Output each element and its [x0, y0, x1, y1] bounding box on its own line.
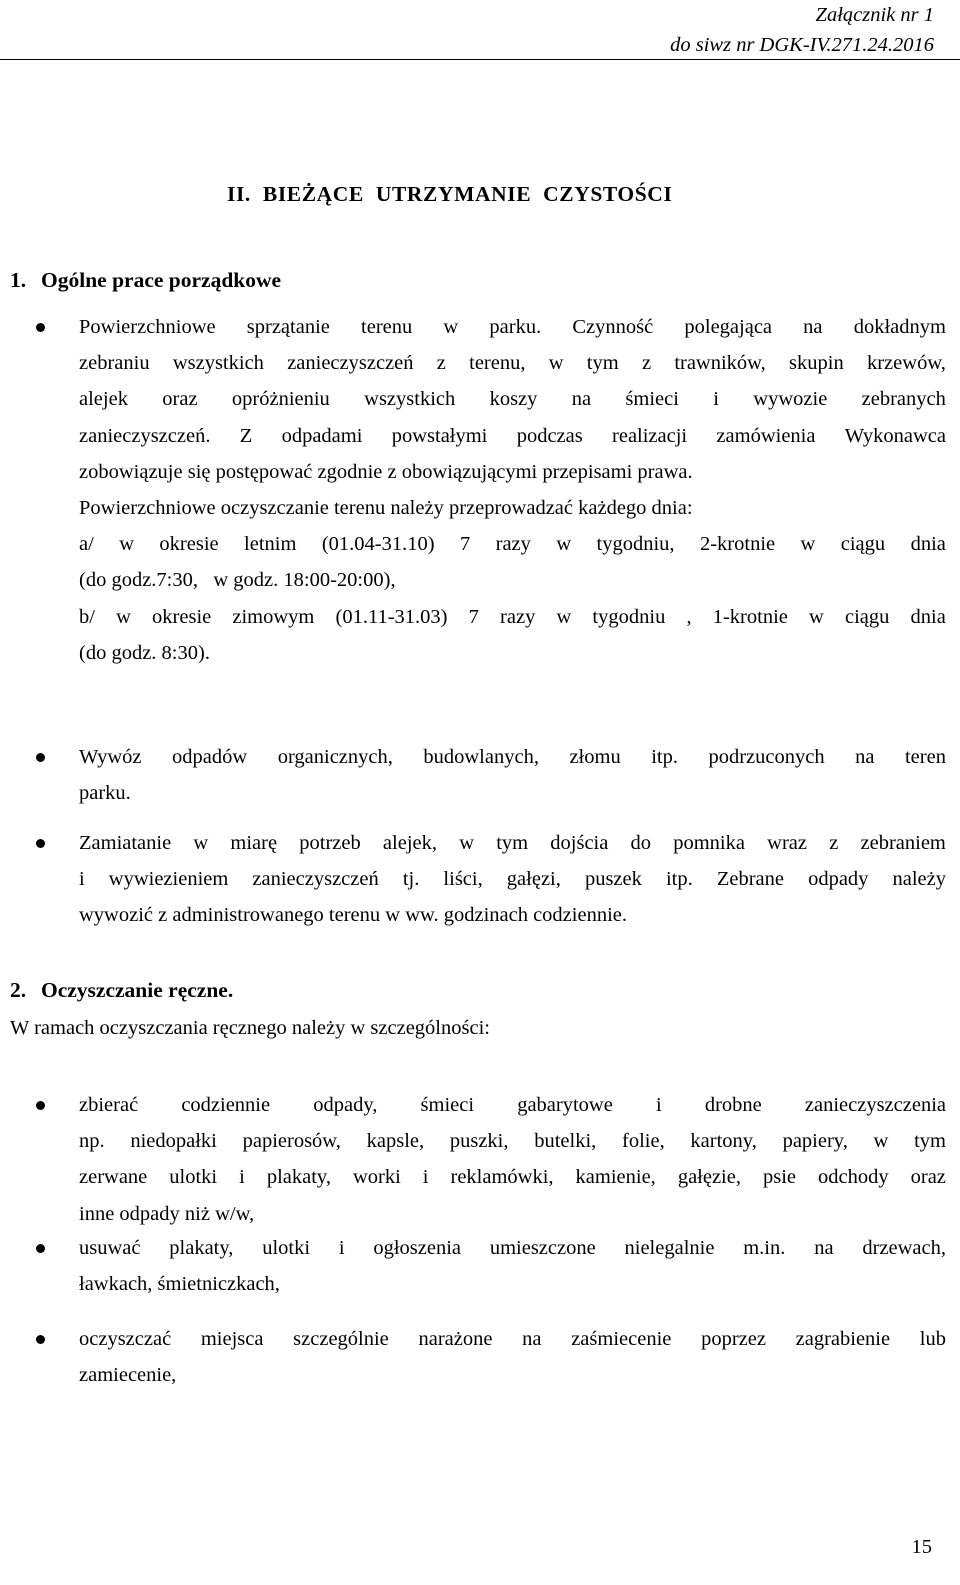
- word: tym: [496, 832, 529, 854]
- word: zanieczyszczeń: [287, 352, 414, 375]
- word: puszki,: [449, 1130, 509, 1153]
- text-line: [79, 1230, 946, 1266]
- section-1-heading: [10, 262, 281, 298]
- word: odpadami: [281, 424, 363, 447]
- word: na: [571, 388, 592, 411]
- word: szczególnie: [293, 1328, 389, 1350]
- word: worki: [352, 1166, 401, 1189]
- word: ulotki: [169, 1166, 218, 1189]
- word: umieszczone: [489, 1237, 596, 1259]
- text-line: inne odpady niż w/w,: [79, 1202, 255, 1225]
- text-line: [79, 345, 946, 381]
- word: m.in.: [743, 1237, 786, 1259]
- word: narażone: [418, 1328, 493, 1350]
- word: w: [193, 832, 209, 854]
- word: Wykonawca: [844, 424, 946, 447]
- word: b/: [79, 605, 95, 628]
- section-2-intro: W ramach oczyszczania ręcznego należy w szczególności:: [10, 1017, 490, 1039]
- list-item-surface-cleaning: [79, 309, 946, 671]
- word: i: [79, 868, 85, 891]
- word: koszy: [489, 388, 538, 411]
- word: papiery,: [782, 1130, 848, 1153]
- word: odpady,: [313, 1094, 378, 1116]
- section-2-heading: [10, 972, 233, 1008]
- word: ,: [686, 605, 692, 628]
- word: miarę: [230, 832, 278, 854]
- word: Czynność: [572, 316, 654, 338]
- word: Powierzchniowe: [79, 316, 216, 338]
- word: (01.11-31.03): [335, 605, 448, 628]
- word: organicznych,: [277, 746, 393, 768]
- word: w: [556, 605, 572, 628]
- tender-reference: do siwz nr DGK-IV.271.24.2016: [670, 34, 934, 56]
- word: kapsle,: [366, 1130, 425, 1153]
- text-line: [79, 381, 946, 417]
- list-item-collect-waste: [79, 1087, 946, 1232]
- text-line: [79, 526, 946, 562]
- word: w: [548, 352, 564, 375]
- word: okresie: [159, 533, 219, 556]
- word: odchody: [818, 1166, 889, 1189]
- attachment-label: Załącznik nr 1: [815, 4, 934, 26]
- word: lub: [919, 1328, 946, 1350]
- section-title: II. BIEŻĄCE UTRZYMANIE CZYSTOŚCI: [227, 182, 673, 206]
- text-line: [79, 599, 946, 635]
- bullet-icon: [36, 323, 45, 332]
- word: zanieczyszczenia: [804, 1094, 946, 1116]
- text-line: ławkach, śmietniczkach,: [79, 1273, 280, 1296]
- word: niedopałki: [130, 1130, 217, 1153]
- word: ciągu: [844, 605, 890, 628]
- word: w: [443, 316, 459, 338]
- word: realizacji: [612, 424, 688, 447]
- word: zebraniem: [860, 832, 946, 854]
- word: zagrabienie: [795, 1328, 891, 1350]
- text-line: [79, 1159, 946, 1195]
- word: zanieczyszczeń.: [79, 424, 211, 447]
- word: należy: [892, 868, 946, 891]
- word: puszek: [584, 868, 642, 891]
- word: i: [338, 1237, 345, 1259]
- word: w: [116, 605, 131, 628]
- word: oczyszczać: [79, 1328, 172, 1350]
- word: podrzuconych: [708, 746, 825, 768]
- word: drzewach,: [862, 1237, 946, 1259]
- word: dnia: [910, 605, 946, 628]
- section-1-number: 1.: [10, 268, 27, 292]
- word: parku.: [489, 316, 542, 338]
- word: poprzez: [701, 1328, 766, 1350]
- page-number: 15: [911, 1536, 932, 1558]
- word: itp.: [665, 868, 693, 891]
- text-line: [79, 1123, 946, 1159]
- word: plakaty,: [169, 1237, 234, 1259]
- word: trawników,: [674, 352, 766, 375]
- word: zebraniu: [79, 352, 150, 375]
- word: w: [556, 533, 572, 556]
- word: zanieczyszczeń: [252, 868, 379, 891]
- word: polegająca: [684, 316, 773, 338]
- word: zimowym: [232, 605, 315, 628]
- text-line: (do godz.7:30, w godz. 18:00-20:00),: [79, 569, 396, 592]
- word: zebranych: [861, 388, 946, 411]
- word: gałęzi,: [506, 868, 561, 891]
- section-2-title: Oczyszczanie ręczne.: [41, 978, 234, 1002]
- word: na: [803, 316, 823, 338]
- word: tygodniu,: [596, 533, 675, 556]
- word: dnia: [910, 533, 946, 556]
- word: folie,: [622, 1130, 665, 1153]
- text-line: zobowiązuje się postępować zgodnie z obowiązującymi przepisami prawa.: [79, 460, 693, 483]
- word: i: [655, 1094, 662, 1116]
- word: w: [800, 533, 816, 556]
- word: drobne: [704, 1094, 762, 1116]
- attachment-reference: [670, 0, 934, 60]
- section-2-number: 2.: [10, 978, 27, 1002]
- word: opróżnieniu: [231, 388, 330, 411]
- word: ulotki: [262, 1237, 311, 1259]
- header-divider: [0, 59, 960, 60]
- word: codziennie: [181, 1094, 271, 1116]
- word: powstałymi: [391, 424, 488, 447]
- word: a/: [79, 533, 94, 556]
- text-line: wywozić z administrowanego terenu w ww. godzinach codziennie.: [79, 904, 627, 927]
- word: dojścia: [550, 832, 609, 854]
- text-line: parku.: [79, 782, 131, 805]
- word: w: [809, 605, 824, 628]
- text-line: Powierzchniowe oczyszczanie terenu należy przeprowadzać każdego dnia:: [79, 496, 693, 519]
- word: usuwać: [79, 1237, 141, 1259]
- word: okresie: [152, 605, 212, 628]
- word: zamówienia: [716, 424, 816, 447]
- word: skupin: [789, 352, 844, 375]
- word: potrzeb: [299, 832, 361, 854]
- word: terenu,: [469, 352, 526, 375]
- word: śmieci: [625, 388, 679, 411]
- word: 1-krotnie: [712, 605, 788, 628]
- word: sprzątanie: [246, 316, 330, 338]
- word: liści,: [443, 868, 483, 891]
- word: alejek: [79, 388, 128, 411]
- word: na: [814, 1237, 834, 1259]
- text-line: [79, 739, 946, 775]
- word: ciągu: [840, 533, 886, 556]
- word: plakaty,: [266, 1166, 331, 1189]
- bullet-icon: [36, 1335, 45, 1344]
- word: budowlanych,: [423, 746, 539, 768]
- word: i: [239, 1166, 245, 1189]
- text-line: (do godz. 8:30).: [79, 641, 210, 664]
- word: 7: [468, 605, 479, 628]
- word: i: [422, 1166, 429, 1189]
- word: razy: [500, 605, 536, 628]
- word: Wywóz: [79, 746, 142, 768]
- text-line: [79, 309, 946, 345]
- bullet-icon: [36, 753, 45, 762]
- word: reklamówki,: [450, 1166, 554, 1189]
- word: odpadów: [172, 746, 248, 768]
- word: tym: [914, 1130, 946, 1153]
- list-item-clean-places: [79, 1321, 946, 1393]
- word: wraz: [767, 832, 808, 854]
- bullet-icon: [36, 1244, 45, 1253]
- word: w: [119, 533, 135, 556]
- word: razy: [495, 533, 531, 556]
- word: terenu: [361, 316, 413, 338]
- list-item-remove-posters: [79, 1230, 946, 1302]
- word: śmieci: [420, 1094, 475, 1116]
- word: psie: [762, 1166, 797, 1189]
- word: kamienie,: [575, 1166, 656, 1189]
- text-line: [79, 825, 946, 861]
- word: tygodniu: [592, 605, 666, 628]
- word: Zebrane: [716, 868, 784, 891]
- word: 7: [459, 533, 471, 556]
- word: np.: [79, 1130, 105, 1153]
- word: butelki,: [534, 1130, 597, 1153]
- word: z: [436, 352, 446, 375]
- word: 2-krotnie: [699, 533, 776, 556]
- word: na: [522, 1328, 542, 1350]
- word: z: [641, 352, 652, 375]
- word: w: [873, 1130, 889, 1153]
- word: miejsca: [200, 1328, 264, 1350]
- word: itp.: [651, 746, 678, 768]
- text-line: [79, 1087, 946, 1123]
- word: i: [713, 388, 719, 411]
- list-item-sweeping: [79, 825, 946, 934]
- word: papierosów,: [242, 1130, 341, 1153]
- word: wszystkich: [172, 352, 264, 375]
- word: podczas: [516, 424, 583, 447]
- word: odpady: [808, 868, 869, 891]
- word: oraz: [162, 388, 198, 411]
- text-line: [79, 861, 946, 897]
- text-line: zamiecenie,: [79, 1364, 177, 1387]
- word: pomnika: [673, 832, 745, 854]
- word: dokładnym: [853, 316, 946, 338]
- bullet-icon: [36, 839, 45, 848]
- word: krzewów,: [866, 352, 946, 375]
- bullet-icon: [36, 1101, 45, 1110]
- text-line: [79, 418, 946, 454]
- word: nielegalnie: [624, 1237, 715, 1259]
- word: gabarytowe: [517, 1094, 613, 1116]
- word: gałęzie,: [677, 1166, 741, 1189]
- word: ogłoszenia: [373, 1237, 462, 1259]
- list-item-waste-removal: [79, 739, 946, 811]
- word: na: [855, 746, 875, 768]
- word: złomu: [569, 746, 621, 768]
- word: tym: [586, 352, 619, 375]
- text-line: [79, 1321, 946, 1357]
- word: letnim: [244, 533, 297, 556]
- word: tj.: [402, 868, 420, 891]
- word: kartony,: [690, 1130, 757, 1153]
- word: alejek,: [382, 832, 437, 854]
- word: wywozie: [753, 388, 828, 411]
- word: zerwane: [79, 1166, 148, 1189]
- word: wywiezieniem: [108, 868, 229, 891]
- section-1-title: Ogólne prace porządkowe: [41, 268, 282, 292]
- word: Zamiatanie: [79, 832, 172, 854]
- word: zaśmiecenie: [571, 1328, 672, 1350]
- word: do: [630, 832, 652, 854]
- word: z: [829, 832, 839, 854]
- word: teren: [904, 746, 946, 768]
- word: w: [459, 832, 474, 854]
- word: zbierać: [79, 1094, 139, 1116]
- word: Z: [239, 424, 253, 447]
- word: oraz: [910, 1166, 946, 1189]
- word: wszystkich: [364, 388, 456, 411]
- word: (01.04-31.10): [321, 533, 435, 556]
